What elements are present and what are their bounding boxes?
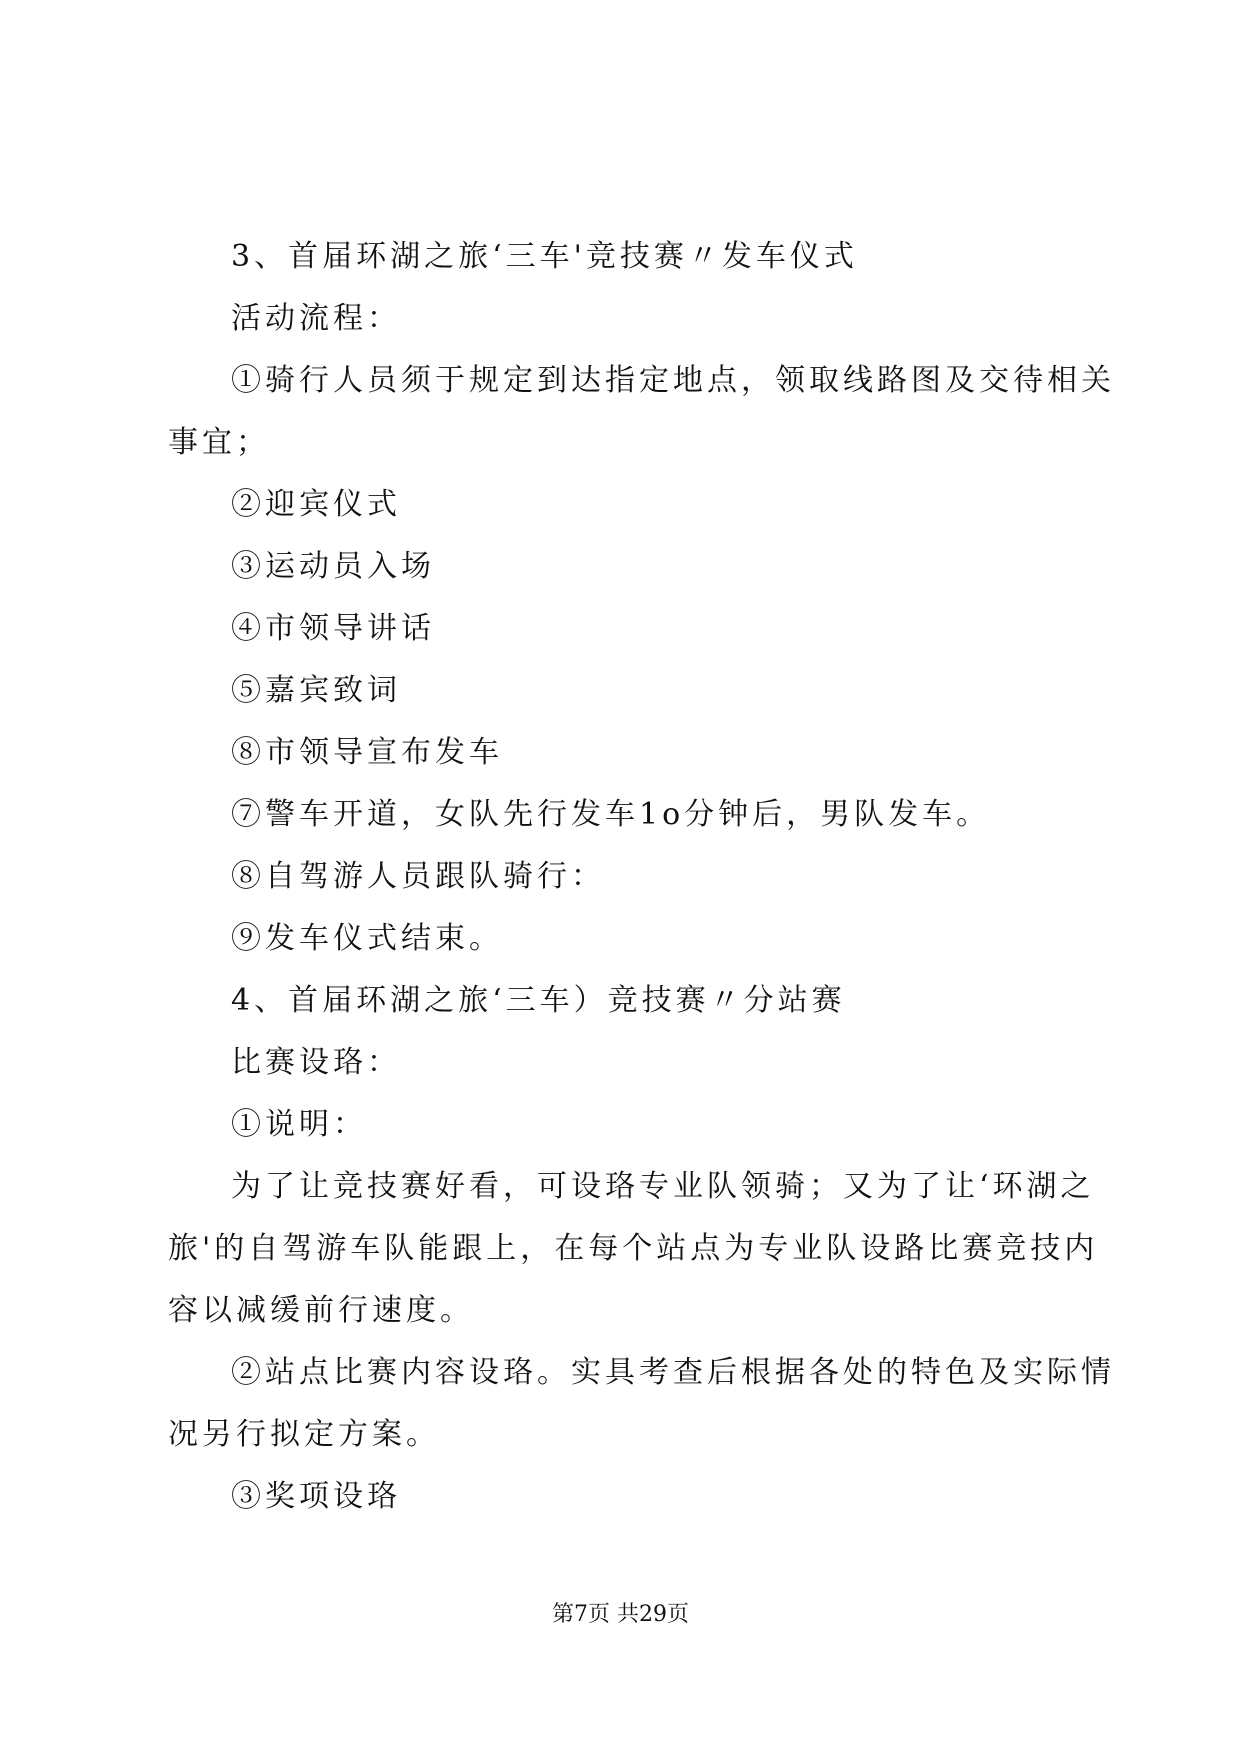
setup-paragraph-line-1: 为了让竞技赛好看，可设珞专业队领骑；又为了让‘环湖之	[231, 1169, 1095, 1204]
setup-paragraph-line-3: 容以减缓前行速度。	[168, 1293, 474, 1328]
flow-step-6: ⑧市领导宣布发车	[231, 735, 503, 770]
section-3-heading: 3、首届环湖之旅‘三车'竞技赛〃发车仪式	[231, 239, 858, 274]
flow-step-8: ⑧自驾游人员跟队骑行：	[231, 859, 605, 894]
flow-step-4: ④市领导讲话	[231, 611, 435, 646]
flow-step-2: ②迎宾仪式	[231, 487, 401, 522]
flow-step-5: ⑤嘉宾致词	[231, 673, 401, 708]
setup-paragraph-line-2: 旅'的自驾游车队能跟上，在每个站点为专业队设路比赛竞技内	[168, 1231, 1099, 1266]
flow-step-7: ⑦警车开道，女队先行发车1o分钟后，男队发车。	[231, 797, 991, 832]
setup-item-1-label: ①说明：	[231, 1107, 367, 1142]
page-number-footer: 第7页 共29页	[552, 1602, 689, 1627]
flow-step-1: ①骑行人员须于规定到达指定地点，领取线路图及交待相关	[231, 363, 1115, 398]
flow-step-9: ⑨发车仪式结束。	[231, 921, 503, 956]
setup-item-2-line-1: ②站点比赛内容设珞。实具考查后根据各处的特色及实际情	[231, 1355, 1115, 1390]
activity-flow-label: 活动流程：	[231, 301, 401, 336]
flow-step-3: ③运动员入场	[231, 549, 435, 584]
flow-step-1-continued: 事宜；	[168, 425, 270, 460]
section-4-heading: 4、首届环湖之旅‘三车）竞技赛〃分站赛	[231, 983, 846, 1018]
setup-item-3: ③奖项设珞	[231, 1479, 401, 1514]
setup-item-2-line-2: 况另行拟定方案。	[168, 1417, 440, 1452]
race-setup-label: 比赛设珞：	[231, 1045, 401, 1080]
